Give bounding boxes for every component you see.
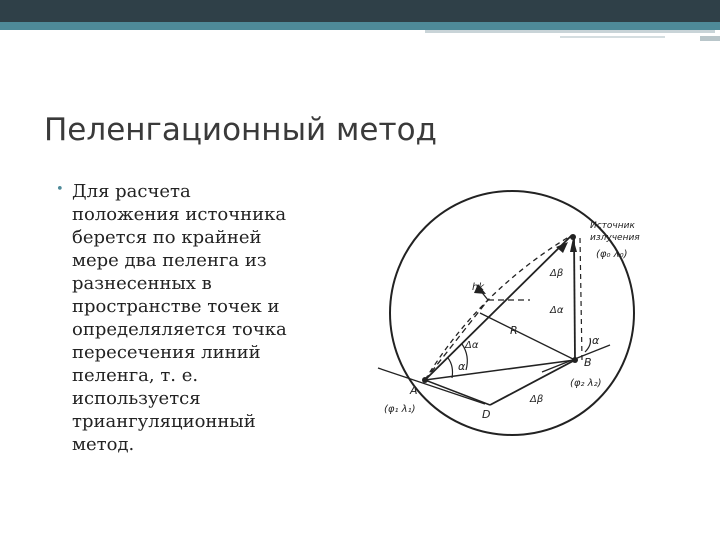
point-a-marker [422,377,428,383]
top-accent-bar [0,22,720,30]
slide-title: Пеленгационный метод [44,112,437,148]
top-dark-bar [0,0,720,22]
radius-line [480,313,575,360]
bullet-line: разнесенных в [72,273,212,294]
point-a-coords: (φ₁ λ₁) [384,404,416,415]
delta-beta-label: Δβ [530,394,544,405]
delta-alpha-label: Δα [550,305,564,316]
line-ad [425,380,490,405]
bullet-line: пеленга, т. е. [72,365,199,386]
bullet-item [52,180,352,456]
alpha-label: α [592,334,600,347]
point-b-label: B [584,356,592,369]
baseline-ab [425,360,575,380]
bullet-line: используется [72,388,201,409]
source-marker [570,234,576,240]
bullet-line: определяляется точка [72,319,287,340]
top-light-stripe [560,36,665,38]
bullet-text [72,180,352,456]
point-d-label: D [482,408,491,421]
angle-arc [585,338,590,352]
bullet-line: пространстве точек и [72,296,280,317]
source-coords: (φ₀ λ₀) [596,249,628,260]
hk-label: hk [472,282,485,293]
arrow-head-b [570,238,577,252]
triangulation-diagram [370,180,650,440]
bullet-marker: • [56,182,64,197]
source-label: Источник [590,221,635,231]
point-b-coords: (φ₂ λ₂) [570,378,602,389]
bullet-line: мере два пеленга из [72,250,267,271]
point-a-label: A [410,384,418,397]
bullet-line: триангуляционный [72,411,256,432]
bullet-line: положения источника [72,204,287,225]
delta-alpha-label: Δα [465,340,479,351]
source-label: излучения [590,233,640,243]
radius-label: R [510,324,518,337]
slide-top-band [0,0,720,36]
bullet-line: метод. [72,434,135,455]
top-light-stripe [700,36,720,41]
alpha-label: α [458,360,466,373]
point-b-marker [572,357,578,363]
bearing-line-b [574,235,575,360]
bullet-line: пересечения линий [72,342,261,363]
bullet-line: Для расчета [72,181,191,202]
great-circle-arc-b [580,238,582,360]
hk-dashed-line [425,300,488,380]
delta-beta-label: Δβ [550,268,564,279]
angle-arc [448,358,453,378]
bullet-line: берется по крайней [72,227,262,248]
top-light-stripe [425,30,715,33]
